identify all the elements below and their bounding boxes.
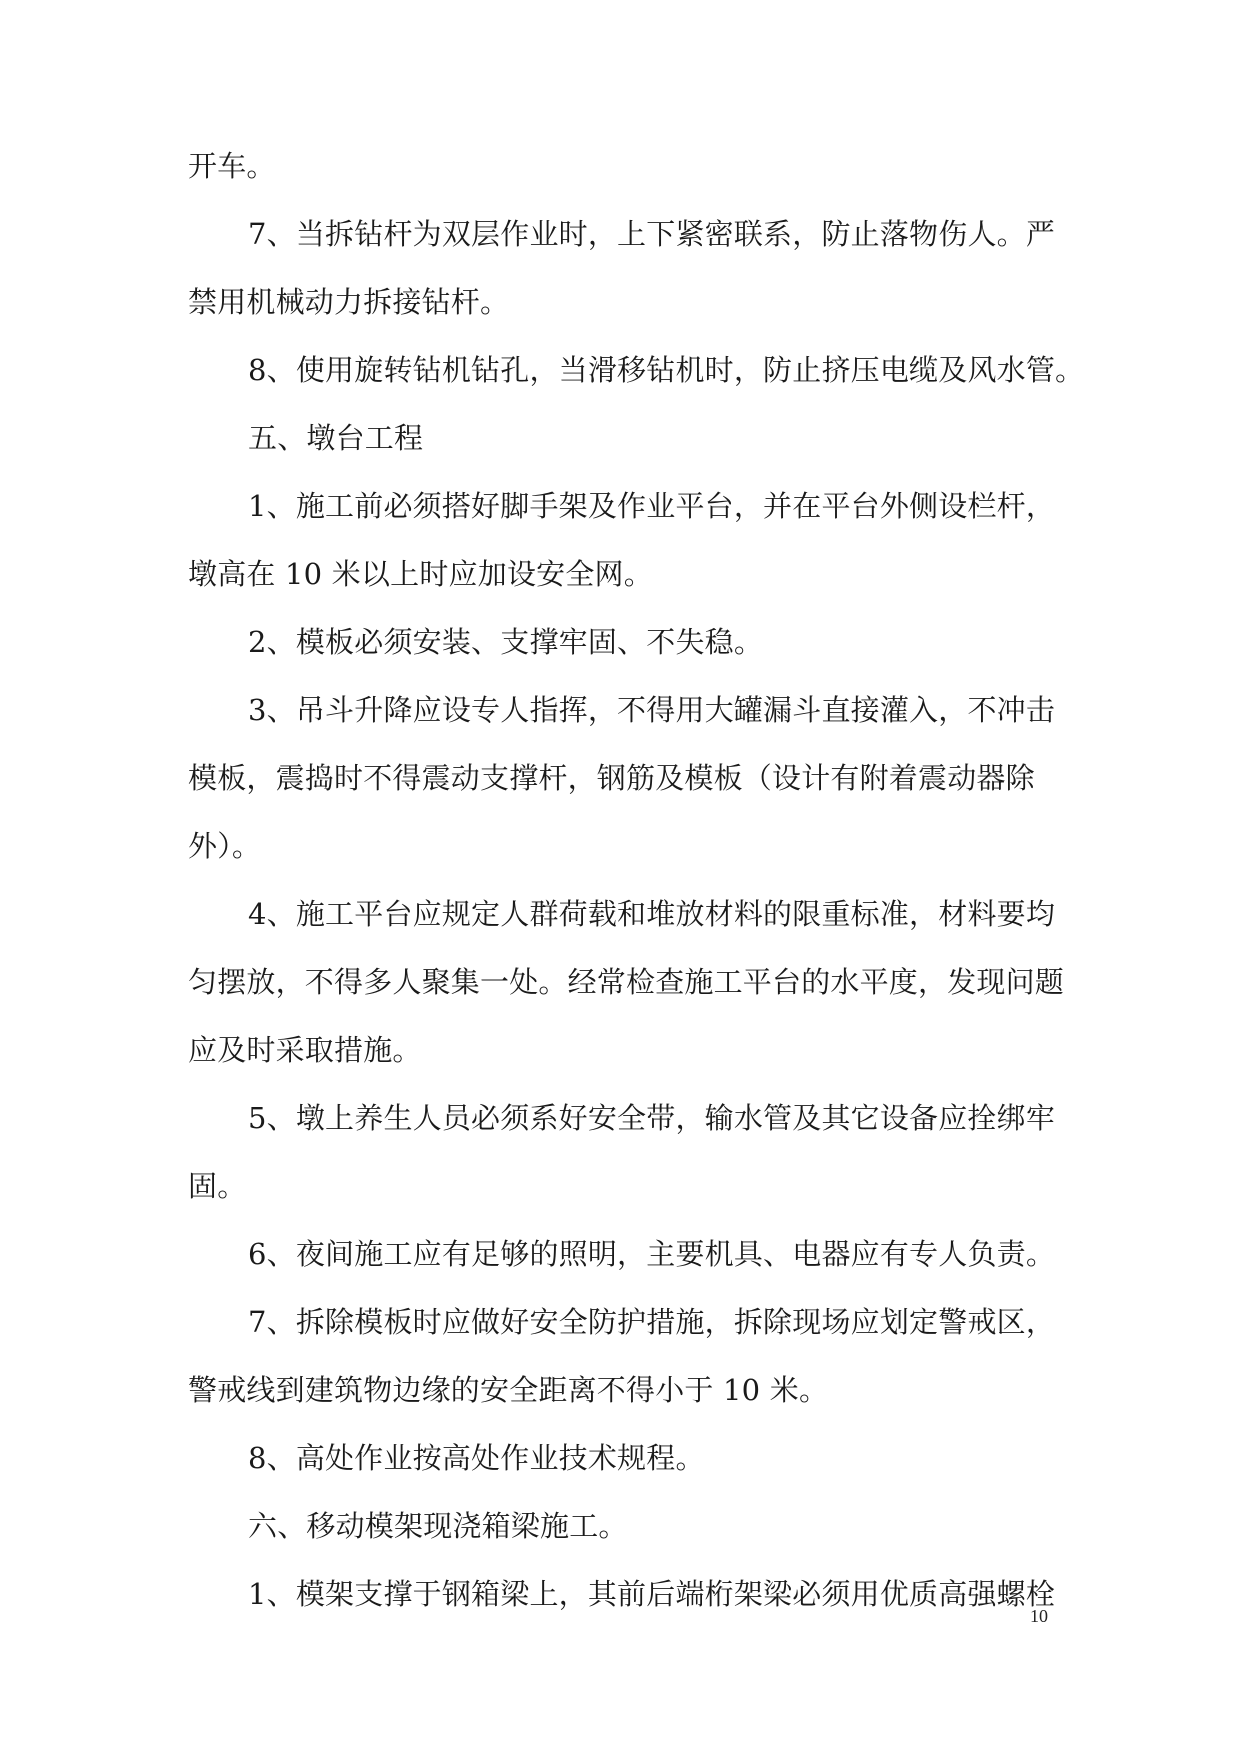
text-line: 7、拆除模板时应做好安全防护措施，拆除现场应划定警戒区， (248, 1305, 1056, 1339)
body-text (188, 132, 1085, 1628)
text-line: 8、使用旋转钻机钻孔，当滑移钻机时，防止挤压电缆及风水管。 (248, 353, 1085, 387)
text-line: 3、吊斗升降应设专人指挥，不得用大罐漏斗直接灌入，不冲击 (248, 693, 1056, 727)
text-line: 应及时采取措施。 (188, 1033, 422, 1067)
section-heading: 五、墩台工程 (248, 421, 424, 455)
text-line: 墩高在 10 米以上时应加设安全网。 (188, 557, 653, 591)
text-line: 外）。 (188, 829, 262, 863)
text-line: 5、墩上养生人员必须系好安全带，输水管及其它设备应拴绑牢 (248, 1101, 1056, 1135)
text-line: 1、模架支撑于钢箱梁上，其前后端桁架梁必须用优质高强螺栓 (248, 1577, 1056, 1611)
text-line: 警戒线到建筑物边缘的安全距离不得小于 10 米。 (188, 1373, 829, 1407)
section-heading: 六、移动模架现浇箱梁施工。 (248, 1509, 628, 1543)
text-line: 8、高处作业按高处作业技术规程。 (248, 1441, 705, 1475)
text-line: 6、夜间施工应有足够的照明，主要机具、电器应有专人负责。 (248, 1237, 1056, 1271)
text-line: 4、施工平台应规定人群荷载和堆放材料的限重标准，材料要均 (248, 897, 1056, 931)
text-line: 固。 (188, 1169, 247, 1203)
page-number: 10 (1030, 1606, 1048, 1626)
text-line: 模板，震捣时不得震动支撑杆，钢筋及模板（设计有附着震动器除 (188, 761, 1035, 795)
text-line: 禁用机械动力拆接钻杆。 (188, 285, 510, 319)
text-line: 开车。 (188, 149, 276, 183)
text-line: 1、施工前必须搭好脚手架及作业平台，并在平台外侧设栏杆， (248, 489, 1056, 523)
text-line: 匀摆放，不得多人聚集一处。经常检查施工平台的水平度，发现问题 (188, 965, 1065, 999)
text-line: 2、模板必须安装、支撑牢固、不失稳。 (248, 625, 764, 659)
text-line: 7、当拆钻杆为双层作业时，上下紧密联系，防止落物伤人。严 (248, 217, 1056, 251)
